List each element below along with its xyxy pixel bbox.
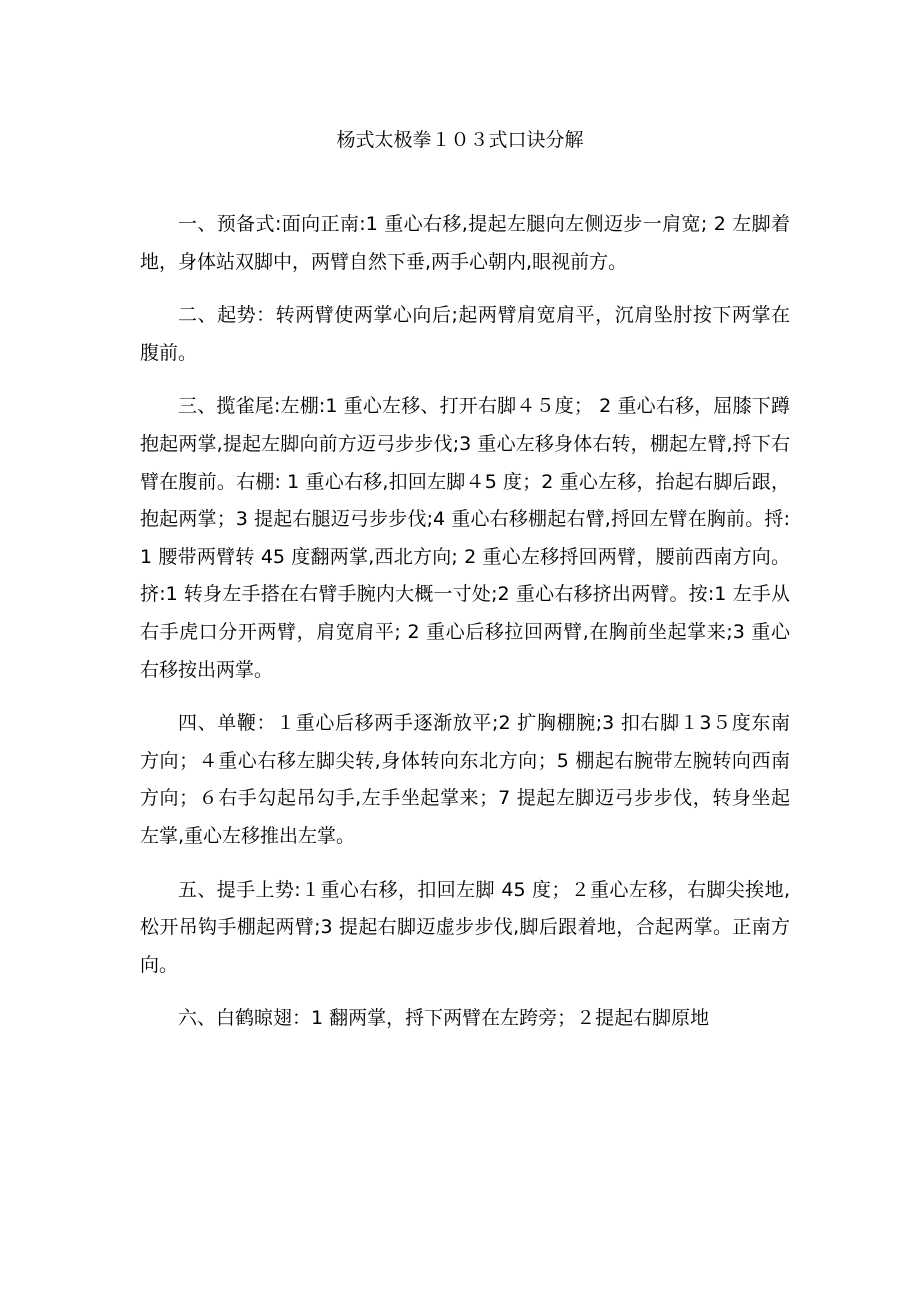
- paragraph-raise-hands: 五、提手上势:１重心右移，扣回左脚 45 度；２重心左移，右脚尖挨地,松开吊钩手棚起两臂;3 提起右脚迈虚步步伐,脚后跟着地，合起两掌。正南方向。: [140, 878, 790, 976]
- paragraph-white-crane: 六、白鹤晾翅：1 翻两掌，捋下两臂在左跨旁；２提起右脚原地: [178, 1007, 710, 1030]
- paragraph-commencement: 二、起势：转两臂使两掌心向后;起两臂肩宽肩平，沉肩坠肘按下两掌在腹前。: [140, 304, 790, 364]
- paragraph-preparation: 一、预备式:面向正南:1 重心右移,提起左腿向左侧迈步一肩宽; 2 左脚着地，身体站双脚中，两臂自然下垂,两手心朝内,眼视前方。: [140, 213, 790, 273]
- paragraph-single-whip: 四、单鞭：１重心后移两手逐渐放平;2 扩胸棚腕;3 扣右脚１3５度东南方向；４重心右移左脚尖转,身体转向东北方向；5 棚起右腕带左腕转向西南方向；６右手勾起吊勾手,左手坐起掌来；7 提起左脚迈弓步步伐，转身坐起左掌,重心左移推出左掌。: [140, 712, 790, 847]
- document-body: [140, 206, 790, 1054]
- document-title: 杨式太极拳１０３式口诀分解: [336, 129, 584, 151]
- paragraph-grasp-sparrow-tail: 三、揽雀尾:左棚:1 重心左移、打开右脚４５度； 2 重心右移，屈膝下蹲抱起两掌,提起左脚向前方迈弓步步伐;3 重心左移身体右转，棚起左臂,捋下右臂在腹前。右棚: 1 重心右移,扣回左脚４5 度；2 重心左移，抬起右脚后跟，抱起两掌；3 提起右腿迈弓步步伐;4 重心右移棚起右臂,捋回左臂在胸前。捋:1 腰带两臂转 45 度翻两掌,西北方向; 2 重心左移捋回两臂，腰前西南方向。挤:1 转身左手搭在右臂手腕内大概一寸处;2 重心右移挤出两臂。按:1 左手从右手虎口分开两臂，肩宽肩平; 2 重心后移拉回两臂,在胸前坐起掌来;3 重心右移按出两掌。: [140, 395, 790, 681]
